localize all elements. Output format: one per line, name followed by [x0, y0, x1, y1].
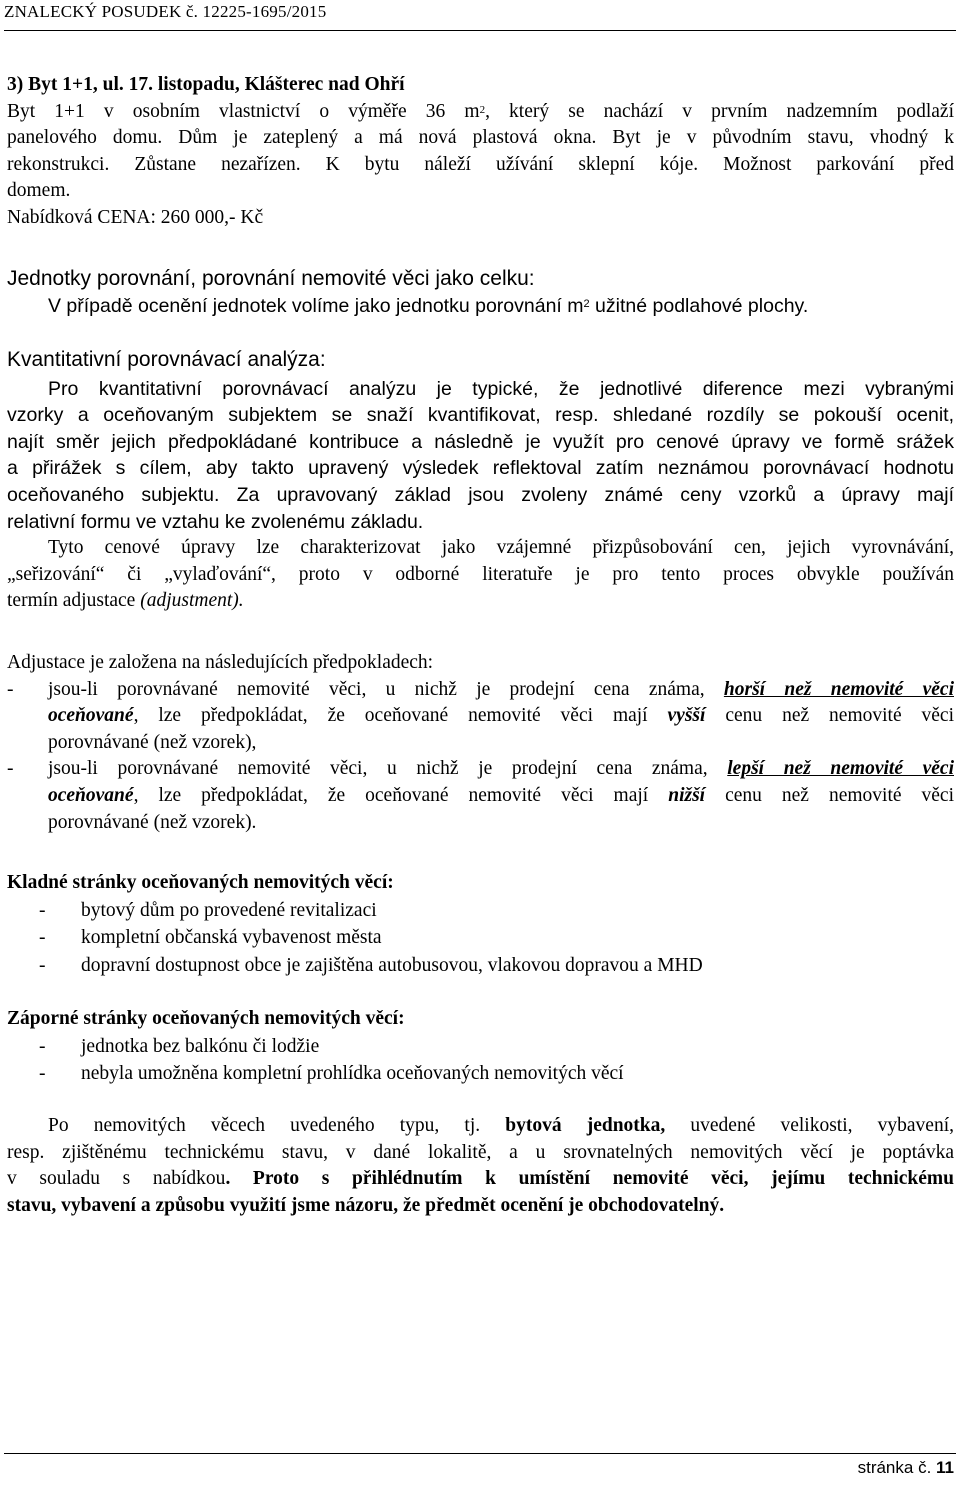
text: Po nemovitých věcech uvedeného typu, tj.	[48, 1115, 506, 1136]
text: jsou-li porovnávané nemovité věci, u nichž je prodejní cena známa,	[48, 678, 724, 700]
text: užitné podlahové plochy.	[589, 294, 809, 317]
text: bytová jednotka,	[505, 1115, 666, 1136]
page-number	[858, 1458, 954, 1478]
list-item	[7, 924, 954, 952]
dash: -	[39, 1063, 46, 1085]
footer-rule	[4, 1453, 956, 1454]
quant-line: relativní formu ve vztahu ke zvolenému základu.	[7, 510, 424, 533]
conclusion-line: resp. zjištěnému technickému stavu, v dané lokalitě, a u srovnatelných nemovitých věcí je poptávka	[7, 1141, 954, 1163]
text: jsou-li porovnávané nemovité věci, u nichž je prodejní cena známa,	[48, 758, 728, 780]
units-text	[7, 293, 954, 320]
list-item	[7, 897, 954, 925]
text: oceňované	[48, 705, 134, 727]
adjust-item-line	[7, 703, 954, 730]
quant-line: „seřizování“ či „vylaďování“, proto v odborné literatuře je pro tento proces obvykle používán	[7, 563, 954, 585]
text: uvedené velikosti, vybavení,	[665, 1115, 954, 1136]
text: stránka č.	[857, 1458, 937, 1477]
conclusion-line	[7, 1113, 954, 1140]
text: bytový dům po provedené revitalizaci	[81, 899, 377, 921]
text: 11	[936, 1458, 954, 1477]
quant-line: najít směr jejich předpokládané kontribuce a následně je využít pro cenové úpravy ve formě srážek	[7, 430, 954, 453]
dash: -	[7, 678, 14, 700]
text: cenu než nemovité věci	[705, 784, 954, 806]
listing-price: Nabídková CENA: 260 000,- Kč	[7, 206, 264, 228]
quant-line	[7, 588, 954, 615]
superscript: 2	[479, 103, 486, 116]
quant-line: vzorky a oceňovaným subjektem se snaží kvantifikovat, resp. shledané rozdíly se pokouší ocenit,	[7, 404, 954, 427]
quant-heading: Kvantitativní porovnávací analýza:	[7, 348, 326, 371]
listing-title: 3) Byt 1+1, ul. 17. listopadu, Klášterec nad Ohří	[7, 74, 405, 95]
units-heading: Jednotky porovnání, porovnání nemovité věci jako celku:	[7, 267, 535, 290]
quant-line: a přirážek s cílem, aby takto upravený výsledek reflektoval zatím neznámou porovnávací hodnotu	[7, 457, 954, 480]
listing-line: domem.	[7, 180, 71, 202]
adjust-item-line	[7, 756, 954, 783]
text: , který se nachází v prvním nadzemním podlaží	[485, 100, 954, 122]
quant-line: Tyto cenové úpravy lze charakterizovat jako vzájemné přizpůsobování cen, jejich vyrovnávání,	[48, 537, 954, 559]
text: cenu než nemovité věci	[705, 705, 954, 727]
negative-section	[7, 1006, 954, 1088]
text: kompletní občanská vybavenost města	[81, 927, 382, 949]
quant-section	[7, 347, 954, 615]
quant-line: oceňovaného subjektu. Za upravovaný základ jsou zvoleny známé ceny vzorků a úpravy mají	[7, 483, 954, 506]
dash: -	[39, 954, 46, 976]
document-header: ZNALECKÝ POSUDEK č. 12225-1695/2015	[4, 2, 327, 21]
dash: -	[7, 758, 14, 780]
adjust-intro: Adjustace je založena na následujících předpokladech:	[7, 652, 434, 673]
text: . Proto s přihlédnutím k umístění nemovité věci, jejímu technickému	[225, 1168, 955, 1190]
list-item	[7, 1033, 954, 1061]
text: V případě ocenění jednotek volíme jako jednotku porovnání m	[48, 294, 584, 317]
text: horší než nemovité věci	[723, 678, 954, 700]
text: Byt 1+1 v osobním vlastnictví o výměře 36 m	[7, 100, 480, 122]
dash: -	[39, 1035, 46, 1057]
positive-section	[7, 870, 954, 979]
adjust-section	[7, 650, 954, 836]
conclusion-line: stavu, vybavení a způsobu využití jsme názoru, že předmět ocenění je obchodovatelný.	[7, 1194, 725, 1216]
text: oceňované	[48, 784, 134, 806]
adjust-item-line: porovnávané (než vzorek).	[48, 811, 257, 833]
listing-line	[7, 99, 954, 126]
quant-line: Pro kvantitativní porovnávací analýzu je typické, že jednotlivé diference mezi vybranými	[48, 377, 954, 400]
adjust-item-line	[7, 677, 954, 704]
list-item	[7, 952, 954, 980]
text: , lze předpokládat, že oceňované nemovité věci mají	[133, 705, 668, 727]
text: nižší	[668, 784, 706, 806]
text: lepší než nemovité věci	[727, 758, 954, 780]
adjust-item-line: porovnávané (než vzorek),	[48, 731, 257, 753]
text: termín adjustace	[7, 590, 141, 612]
text: vyšší	[667, 705, 706, 727]
units-section	[7, 266, 954, 319]
dash: -	[39, 899, 46, 921]
list-item	[7, 1060, 954, 1088]
text: nebyla umožněna kompletní prohlídka oceňovaných nemovitých věcí	[81, 1063, 624, 1085]
dash: -	[39, 927, 46, 949]
listing-line: rekonstrukci. Zůstane nezařízen. K bytu náleží užívání sklepní kóje. Možnost parkování před	[7, 153, 954, 175]
listing-section	[7, 72, 954, 232]
negative-heading: Záporné stránky oceňovaných nemovitých věcí:	[7, 1008, 405, 1029]
listing-line: panelového domu. Dům je zateplený a má nová plastová okna. Byt je v původním stavu, vhodný k	[7, 127, 954, 149]
header-rule	[4, 30, 956, 31]
text: (adjustment).	[140, 590, 244, 612]
conclusion-section	[7, 1113, 954, 1219]
positive-heading: Kladné stránky oceňovaných nemovitých věcí:	[7, 872, 394, 893]
conclusion-line	[7, 1166, 954, 1193]
text: v souladu s nabídkou	[7, 1168, 226, 1190]
text: dopravní dostupnost obce je zajištěna autobusovou, vlakovou dopravou a MHD	[81, 954, 703, 976]
text: jednotka bez balkónu či lodžie	[81, 1035, 320, 1057]
adjust-item-line	[7, 783, 954, 810]
text: , lze předpokládat, že oceňované nemovité věci mají	[133, 784, 669, 806]
superscript: 2	[583, 297, 590, 310]
